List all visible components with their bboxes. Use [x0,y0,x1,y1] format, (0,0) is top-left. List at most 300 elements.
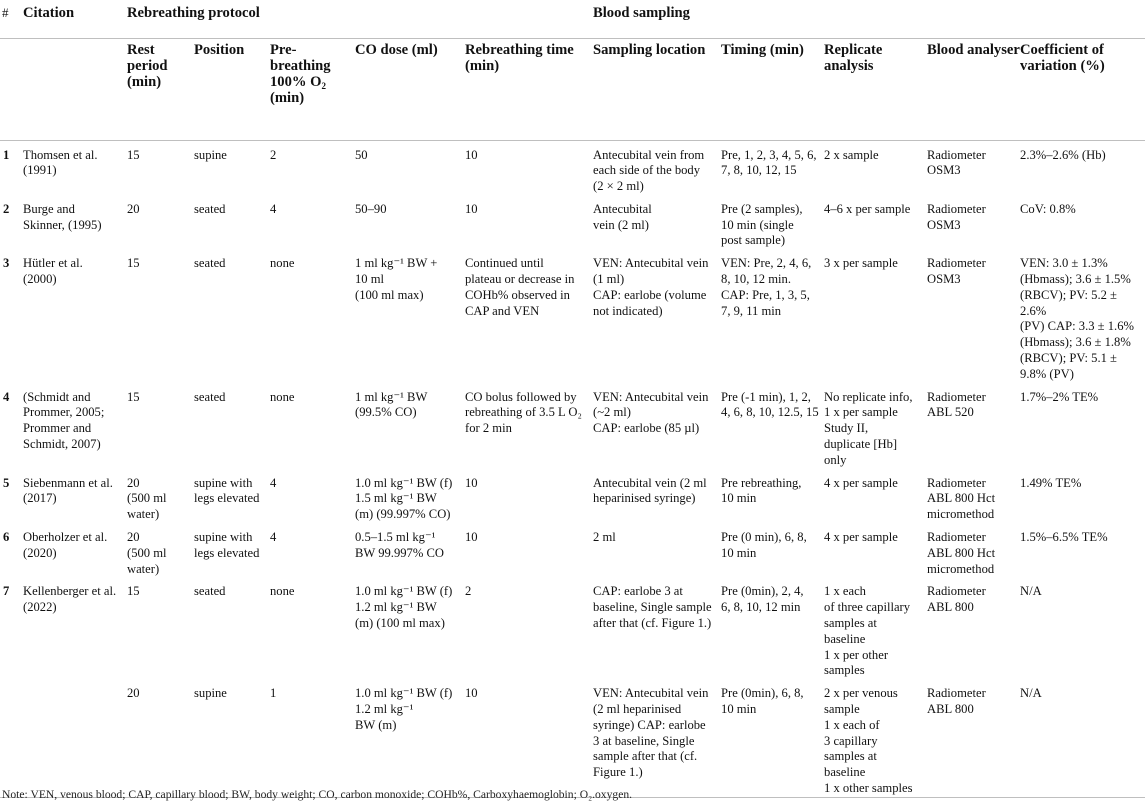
cell-line: CAP: earlobe 3 at [593,584,683,599]
cell-line: 7, 8, 10, 12, 15 [721,163,797,178]
coefficient-of-variation-cell [1020,140,1145,195]
cell-line: 10 min [721,702,757,716]
citation-cell [23,140,127,195]
cell-line: (2020) [23,545,57,560]
cell-line: CAP: earlobe (85 µl) [593,421,700,436]
cell-line: Study II, [824,421,869,436]
blood-analyser-cell [927,249,1020,382]
table-body [0,140,1145,797]
citation-cell [23,383,127,469]
cell-line: 15 [127,389,140,404]
citation-cell [23,195,127,249]
rebreathing-time-cell [465,140,593,195]
rest-period-cell [127,383,194,469]
cell-line: (99.5% CO) [355,405,417,420]
cell-line: 50 [355,147,368,162]
cell-line: (Hbmass); 3.6 ± 1.5% [1020,272,1131,287]
cell-line: 1.49% TE% [1020,475,1082,490]
cell-line: samples at [824,749,877,764]
cell-line: 10 min [721,545,757,560]
row-number: 6 [3,530,10,545]
cell-line: (1 ml) [593,272,625,287]
col-replicate-analysis-header [824,38,927,140]
rebreathing-time-cell [465,523,593,577]
cell-line: 1.0 ml kg⁻¹ BW (f) [355,584,453,599]
cell-line: VEN: Antecubital vein [593,256,709,271]
header-line: breathing [270,57,331,74]
cell-line: Radiometer [927,256,986,271]
col-timing-header [721,38,824,140]
rest-period-cell [127,523,194,577]
cell-line: CAP: Pre, 1, 3, 5, [721,287,810,302]
cell-line: sample after that (cf. [593,749,698,764]
cell-line: VEN: 3.0 ± 1.3% [1020,256,1108,271]
cell-line: VEN: Antecubital vein [593,389,709,404]
cell-line: micromethod [927,561,995,576]
cell-line: CoV: 0.8% [1020,201,1076,216]
cell-line: Antecubital [593,201,652,216]
cell-line: not indicated) [593,303,663,318]
cell-line: OSM3 [927,272,961,287]
blood-analyser-cell [927,577,1020,679]
cell-line: rebreathing of 3.5 L O₂ [465,405,582,420]
cell-line: Oberholzer et al. [23,530,108,545]
header-line: (min) [270,89,305,106]
citation-cell [23,469,127,523]
cell-line: 20 [127,530,140,545]
cell-line: micromethod [927,507,995,522]
cell-line: (m) (99.997% CO) [355,507,451,522]
cell-line: samples [824,663,865,678]
sampling-location-cell [593,249,721,382]
cell-line: none [270,256,295,271]
cell-line: 2.3%–2.6% (Hb) [1020,147,1106,162]
o2-symbol: O [310,73,322,90]
cell-line: ABL 520 [927,405,974,420]
header-row-groups [0,0,1145,38]
cell-line: (Hbmass); 3.6 ± 1.8% [1020,335,1131,350]
blood-analyser-cell [927,679,1020,797]
cell-line: baseline [824,631,866,646]
cell-line: Radiometer [927,686,986,701]
cell-line: 10 [465,147,478,162]
cell-line: 1 x per other [824,647,889,662]
cell-line: 7, 9, 11 min [721,303,782,318]
cell-line: 50–90 [355,201,387,216]
cell-line: (500 ml [127,491,167,506]
cell-line: Radiometer [927,584,986,599]
citation-cell [23,249,127,382]
replicate-analysis-cell [824,383,927,469]
col-pre-breathing-header [270,38,355,140]
rest-period-cell [127,195,194,249]
rebreathing-time-cell [465,679,593,797]
cell-line: ABL 800 Hct [927,545,996,560]
coefficient-of-variation-cell [1020,523,1145,577]
cell-line: 1.0 ml kg⁻¹ BW (f) [355,686,453,701]
coefficient-of-variation-cell [1020,679,1145,797]
cell-line: seated [194,201,226,216]
position-cell [194,469,270,523]
blood-analyser-cell [927,195,1020,249]
cell-line: (500 ml [127,545,167,560]
cell-line: 15 [127,584,140,599]
header-line: Sampling [593,41,653,58]
cell-line: samples at [824,616,877,631]
cell-line: Pre (2 samples), [721,201,803,216]
rebreathing-time-cell [465,383,593,469]
col-number-header: # [0,0,23,38]
cell-line: Thomsen et al. [23,147,98,162]
coefficient-of-variation-cell [1020,249,1145,382]
cell-line: after that (cf. Figure 1.) [593,616,712,631]
replicate-analysis-cell [824,469,927,523]
cell-line: sample [824,702,860,716]
cell-line: Radiometer [927,530,986,545]
cell-line: water) [127,507,160,522]
cell-line: 3 at baseline, Single [593,733,695,748]
replicate-analysis-cell [824,523,927,577]
table-row [0,523,1145,577]
cell-line: Pre, 1, 2, 3, 4, 5, 6, [721,147,817,162]
empty-header-cell [23,38,127,140]
sampling-location-cell [593,577,721,679]
cell-line: 1.2 ml kg⁻¹ [355,702,414,716]
rest-period-cell [127,469,194,523]
cell-line: Antecubital vein from [593,147,705,162]
blood-analyser-cell [927,469,1020,523]
cell-line: BW (m) [355,717,397,732]
cell-line: 4 [270,201,277,216]
co-dose-cell [355,523,465,577]
cell-line: syringe) CAP: earlobe [593,717,706,732]
cell-line: post sample) [721,233,786,248]
cell-line: plateau or decrease in [465,272,575,287]
cell-line: 10 [465,201,478,216]
cell-line: (PV) CAP: 3.3 ± 1.6% [1020,319,1134,334]
cell-line: Prommer and [23,421,92,436]
cell-line: 10 ml [355,272,385,287]
col-citation-header: Citation [23,0,127,38]
cell-line: 4 x per sample [824,475,898,490]
col-position-header: Position [194,38,270,140]
cell-line: BW 99.997% CO [355,545,444,560]
co-dose-cell [355,577,465,679]
cell-line: Pre (-1 min), 1, 2, [721,389,811,404]
cell-line: Radiometer [927,475,986,490]
cell-line: Siebenmann et al. [23,475,113,490]
cell-line: 20 [127,475,140,490]
pre-breathing-cell [270,577,355,679]
row-number: 1 [3,147,10,162]
header-line: of variation [1020,41,1104,74]
cell-line: Pre rebreathing, [721,475,802,490]
cell-line: 1 ml kg⁻¹ BW [355,389,428,404]
cell-line: 1.7%–2% TE% [1020,389,1099,404]
sampling-location-cell [593,195,721,249]
cell-line: each side of the body [593,163,701,178]
co-dose-cell [355,679,465,797]
replicate-analysis-cell [824,577,927,679]
cell-line: 20 [127,201,140,216]
timing-cell [721,679,824,797]
header-line: Replicate [824,41,883,58]
sampling-location-cell [593,679,721,797]
header-line: period [127,57,168,74]
o2-subscript: 2 [321,80,326,91]
coefficient-of-variation-cell [1020,577,1145,679]
cell-line: CAP: earlobe (volume [593,287,707,302]
replicate-analysis-cell [824,195,927,249]
timing-cell [721,577,824,679]
header-line: Coefficient [1020,41,1089,58]
cell-line: 0.5–1.5 ml kg⁻¹ [355,530,436,545]
cell-line: (~2 ml) [593,405,631,420]
cell-line: 1.5 ml kg⁻¹ BW [355,491,437,506]
cell-line: 2 [465,584,472,599]
cell-line: CO bolus followed by [465,389,577,404]
citation-cell [23,523,127,577]
sampling-location-cell [593,383,721,469]
col-blood-analyser-header [927,38,1020,140]
cell-line: 2 x sample [824,147,879,162]
cell-line: 1.0 ml kg⁻¹ BW (f) [355,475,453,490]
group-blood-sampling: Blood sampling [593,0,1145,38]
cell-line: Radiometer [927,389,986,404]
blood-analyser-cell [927,140,1020,195]
header-line: time [546,41,574,58]
row-number [0,679,23,797]
replicate-analysis-cell [824,679,927,797]
rebreathing-time-cell [465,577,593,679]
cell-line: 1.2 ml kg⁻¹ BW [355,600,437,615]
cell-line: (2000) [23,272,57,287]
cell-line: 20 [127,686,140,701]
header-line: analyser [967,41,1020,58]
cell-line: VEN: Antecubital vein [593,686,709,701]
cell-line: (100 ml max) [355,287,424,302]
cell-line: ABL 800 Hct [927,491,996,506]
header-line: (min) [465,57,500,74]
position-cell [194,577,270,679]
cell-line: 1.5%–6.5% TE% [1020,530,1108,545]
cell-line: ABL 800 [927,702,974,716]
cell-line: VEN: Pre, 2, 4, 6, [721,256,812,271]
cell-line: Antecubital vein (2 ml [593,475,707,490]
cell-line: N/A [1020,584,1042,599]
col-rest-period-header [127,38,194,140]
header-line: (min) [769,41,804,58]
header-row-columns [0,38,1145,140]
table-row [0,140,1145,195]
col-sampling-location-header [593,38,721,140]
position-cell [194,249,270,382]
pre-breathing-cell [270,195,355,249]
cell-line: 4 [270,530,277,545]
header-line: Timing [721,41,767,58]
table-note: Note: VEN, venous blood; CAP, capillary blood; BW, body weight; CO, carbon monoxide; COHb%, Carboxyhaemoglobin; O₂.oxygen. [2,788,633,801]
row-number: 4 [3,389,10,404]
cell-line: Continued until [465,256,544,271]
pre-breathing-cell [270,383,355,469]
cell-line: seated [194,389,226,404]
header-line: Pre- [270,41,297,58]
replicate-analysis-cell [824,249,927,382]
cell-line: 9.8% (PV) [1020,366,1074,381]
cell-line: 1 [270,686,277,701]
rebreathing-time-cell [465,469,593,523]
cell-line: (2022) [23,600,57,615]
position-cell [194,523,270,577]
replicate-analysis-cell [824,140,927,195]
cell-line: 3 capillary [824,733,878,748]
cell-line: (Schmidt and [23,389,91,404]
cell-line: Prommer, 2005; [23,405,105,420]
coefficient-of-variation-cell [1020,383,1145,469]
header-line: Rebreathing [465,41,543,58]
cell-line: Pre (0min), 6, 8, [721,686,804,701]
timing-cell [721,195,824,249]
timing-cell [721,383,824,469]
rest-period-cell [127,140,194,195]
cell-line: 4 [270,475,277,490]
coefficient-of-variation-cell [1020,469,1145,523]
citation-cell [23,577,127,679]
cell-line: 3 x per sample [824,256,898,271]
header-line: (ml) [411,41,438,58]
table-row [0,195,1145,249]
cell-line: OSM3 [927,163,961,178]
position-cell [194,383,270,469]
citation-cell [23,679,127,797]
cell-line: 1 x other samples [824,780,913,795]
cell-line: 6, 8, 10, 12 min [721,600,801,615]
timing-cell [721,523,824,577]
cell-line: supine with [194,530,253,545]
cell-line: Pre (0 min), 6, 8, [721,530,807,545]
col-rebreathing-time-header [465,38,593,140]
cell-line: 2 [270,147,277,162]
header-line: CO dose [355,41,409,58]
row-number: 3 [3,256,10,271]
sampling-location-cell [593,469,721,523]
cell-line: 10 [465,475,478,490]
header-line: (min) [127,73,162,90]
cell-line: none [270,584,295,599]
empty-header-cell [0,38,23,140]
blood-analyser-cell [927,383,1020,469]
cell-line: supine [194,686,227,701]
header-line: analysis [824,57,874,74]
cell-line: 8, 10, 12 min. [721,272,791,287]
cell-line: of three capillary [824,600,911,615]
col-co-dose-header [355,38,465,140]
cell-line: (RBCV); PV: 5.2 ± 2.6% [1020,287,1117,318]
cell-line: COHb% observed in [465,287,570,302]
cell-line: 1 ml kg⁻¹ BW + [355,256,438,271]
row-number: 5 [3,475,10,490]
cell-line: 10 [465,530,478,545]
co-dose-cell [355,383,465,469]
cell-line: Hütler et al. [23,256,83,271]
cell-line: 10 min [721,491,757,506]
pre-breathing-cell [270,140,355,195]
co-dose-cell [355,469,465,523]
timing-cell [721,140,824,195]
cell-line: vein (2 ml) [593,217,649,232]
table-row [0,383,1145,469]
cell-line: seated [194,256,226,271]
row-number: 2 [3,201,10,216]
rest-period-cell [127,249,194,382]
cell-line: heparinised syringe) [593,491,696,506]
cell-line: (1991) [23,163,57,178]
cell-line: (2 × 2 ml) [593,179,644,194]
group-rebreathing-protocol: Rebreathing protocol [127,0,593,38]
pre-breathing-cell [270,469,355,523]
cell-line: Radiometer [927,147,986,162]
cell-line: Schmidt, 2007) [23,437,101,452]
blood-analyser-cell [927,523,1020,577]
cell-line: duplicate [Hb] [824,437,898,452]
cell-line: (RBCV); PV: 5.1 ± [1020,351,1117,366]
cell-line: N/A [1020,686,1042,701]
cell-line: water) [127,561,160,576]
cell-line: Kellenberger et al. [23,584,117,599]
rebreathing-time-cell [465,249,593,382]
table-row [0,249,1145,382]
timing-cell [721,469,824,523]
cell-line: No replicate info, [824,389,913,404]
cell-line: baseline [824,765,866,780]
pre-breathing-cell [270,249,355,382]
position-cell [194,140,270,195]
cell-line: baseline, Single sample [593,600,712,615]
pre-breathing-cell [270,523,355,577]
cell-line: 1 x each of [824,717,880,732]
cell-line: ABL 800 [927,600,974,615]
cell-line: none [270,389,295,404]
header-line: Blood [927,41,964,58]
cell-line: 4, 6, 8, 10, 12.5, 15 [721,405,819,420]
cell-line: 10 [465,686,478,701]
cell-line: 10 min (single [721,217,794,232]
sampling-location-cell [593,140,721,195]
co-dose-cell [355,195,465,249]
cell-line: supine with [194,475,253,490]
cell-line: Burge and [23,201,75,216]
cell-line: only [824,452,847,467]
cell-line: legs elevated [194,491,260,506]
cell-line: Radiometer [927,201,986,216]
sampling-location-cell [593,523,721,577]
cell-line: 15 [127,256,140,271]
timing-cell [721,249,824,382]
pre-breathing-cell [270,679,355,797]
co-dose-cell [355,249,465,382]
cell-line: (m) (100 ml max) [355,616,445,631]
cell-line: (2017) [23,491,57,506]
cell-line: legs elevated [194,545,260,560]
cell-line: 1 x each [824,584,866,599]
cell-line: for 2 min [465,421,512,436]
rest-period-cell [127,577,194,679]
cell-line: Pre (0min), 2, 4, [721,584,804,599]
cell-line: 2 x per venous [824,686,898,701]
cell-line: 2 ml [593,530,616,545]
position-cell [194,195,270,249]
position-cell [194,679,270,797]
